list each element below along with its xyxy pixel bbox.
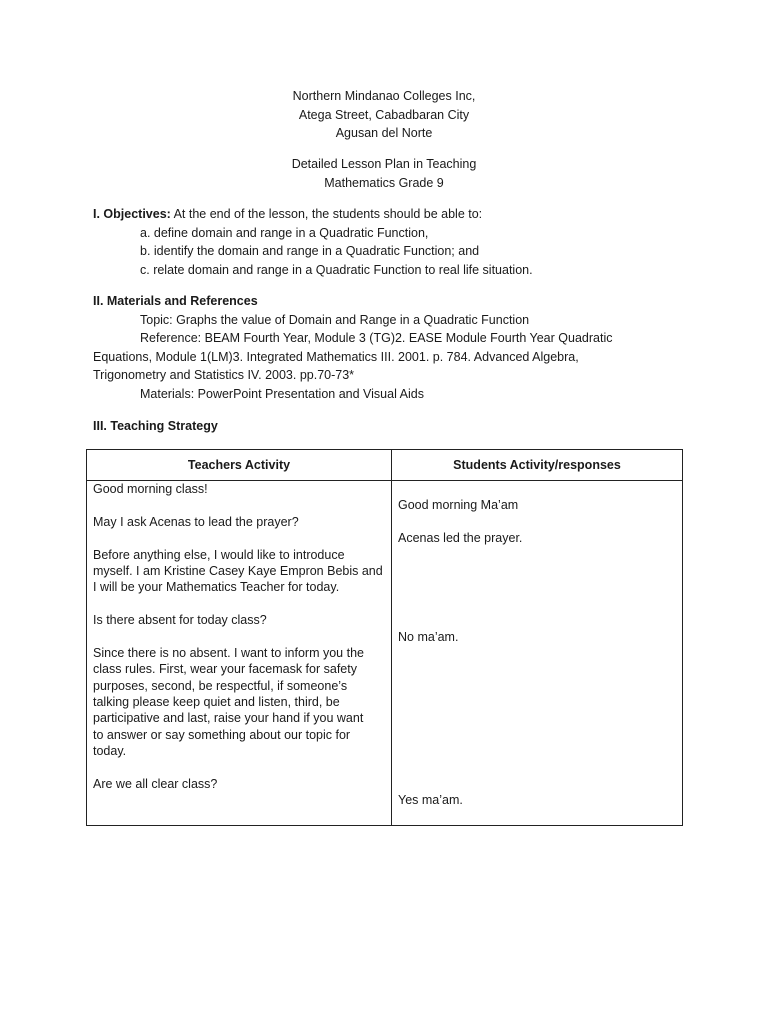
objectives-heading: I. Objectives: bbox=[93, 207, 171, 221]
student-line: Good morning Ma’am bbox=[398, 498, 519, 513]
teacher-line bbox=[93, 629, 385, 645]
teacher-line: Before anything else, I would like to introduce bbox=[93, 547, 345, 562]
student-line bbox=[398, 514, 676, 530]
materials-topic: Topic: Graphs the value of Domain and Range in a Quadratic Function bbox=[140, 312, 530, 327]
teacher-line bbox=[93, 760, 385, 776]
student-line bbox=[398, 743, 676, 759]
institution-province: Agusan del Norte bbox=[335, 126, 433, 140]
student-activity-cell bbox=[392, 481, 683, 826]
teacher-line bbox=[93, 596, 385, 612]
title-line-2: Mathematics Grade 9 bbox=[324, 175, 444, 190]
teacher-line: Is there absent for today class? bbox=[93, 613, 267, 628]
teacher-line bbox=[93, 530, 385, 546]
teacher-line: participative and last, raise your hand if you want bbox=[93, 711, 364, 726]
objective-item: b. identify the domain and range in a Quadratic Function; and bbox=[140, 244, 480, 258]
table-header-row bbox=[87, 450, 683, 481]
student-line bbox=[398, 579, 676, 595]
teacher-line: today. bbox=[93, 744, 127, 759]
student-line: Yes ma’am. bbox=[398, 793, 463, 808]
student-line bbox=[398, 596, 676, 612]
teacher-line: I will be your Mathematics Teacher for today. bbox=[93, 580, 340, 595]
title-line-1: Detailed Lesson Plan in Teaching bbox=[291, 157, 477, 171]
objectives-section bbox=[93, 205, 683, 279]
student-line bbox=[398, 760, 676, 776]
student-line bbox=[398, 710, 676, 726]
objective-item: c. relate domain and range in a Quadratic Function to real life situation. bbox=[140, 262, 533, 277]
teacher-line: Since there is no absent. I want to inform you the bbox=[93, 645, 364, 660]
teachers-activity-header: Teachers Activity bbox=[87, 450, 392, 481]
student-line: No ma’am. bbox=[398, 629, 459, 644]
teacher-line: Are we all clear class? bbox=[93, 777, 218, 792]
strategy-heading: III. Teaching Strategy bbox=[93, 419, 218, 433]
student-line bbox=[398, 727, 676, 743]
institution-header bbox=[0, 87, 768, 143]
teacher-line bbox=[93, 497, 385, 513]
objectives-heading-line bbox=[93, 205, 683, 224]
student-lines bbox=[398, 481, 676, 809]
table-row bbox=[87, 481, 683, 826]
materials-reference-cont: Trigonometry and Statistics IV. 2003. pp.70-73* bbox=[93, 368, 355, 382]
objectives-intro: At the end of the lesson, the students should be able to: bbox=[170, 207, 483, 221]
teacher-line: talking please keep quiet and listen, third, be bbox=[93, 695, 340, 710]
student-line bbox=[398, 547, 676, 563]
student-line bbox=[398, 563, 676, 579]
materials-reference-cont: Equations, Module 1(LM)3. Integrated Mathematics III. 2001. p. 784. Advanced Algebra, bbox=[93, 349, 579, 364]
materials-reference: Reference: BEAM Fourth Year, Module 3 (TG)2. EASE Module Fourth Year Quadratic bbox=[140, 331, 613, 345]
institution-street: Atega Street, Cabadbaran City bbox=[298, 107, 470, 122]
students-activity-header: Students Activity/responses bbox=[392, 450, 683, 481]
student-line: Acenas led the prayer. bbox=[398, 531, 523, 546]
materials-list: Materials: PowerPoint Presentation and Visual Aids bbox=[140, 386, 424, 401]
teacher-line: Good morning class! bbox=[93, 482, 208, 496]
teacher-lines bbox=[93, 481, 385, 792]
institution-name: Northern Mindanao Colleges Inc, bbox=[292, 89, 476, 103]
teaching-strategy-table bbox=[86, 449, 683, 826]
student-line bbox=[398, 661, 676, 677]
teacher-line: purposes, second, be respectful, if someone’s bbox=[93, 678, 348, 693]
student-line bbox=[398, 612, 676, 628]
student-line bbox=[398, 481, 676, 497]
objective-item: a. define domain and range in a Quadratic Function, bbox=[140, 225, 429, 240]
student-line bbox=[398, 694, 676, 710]
teacher-line: class rules. First, wear your facemask for safety bbox=[93, 662, 357, 677]
teacher-line: myself. I am Kristine Casey Kaye Empron Bebis and bbox=[93, 563, 383, 578]
student-line bbox=[398, 776, 676, 792]
materials-section bbox=[93, 292, 683, 403]
teacher-line: May I ask Acenas to lead the prayer? bbox=[93, 514, 299, 529]
materials-heading: II. Materials and References bbox=[93, 294, 258, 308]
document-title bbox=[0, 155, 768, 192]
teacher-line: to answer or say something about our topic for bbox=[93, 727, 351, 742]
student-line bbox=[398, 645, 676, 661]
teacher-activity-cell bbox=[87, 481, 392, 826]
student-line bbox=[398, 678, 676, 694]
strategy-section bbox=[93, 417, 683, 436]
